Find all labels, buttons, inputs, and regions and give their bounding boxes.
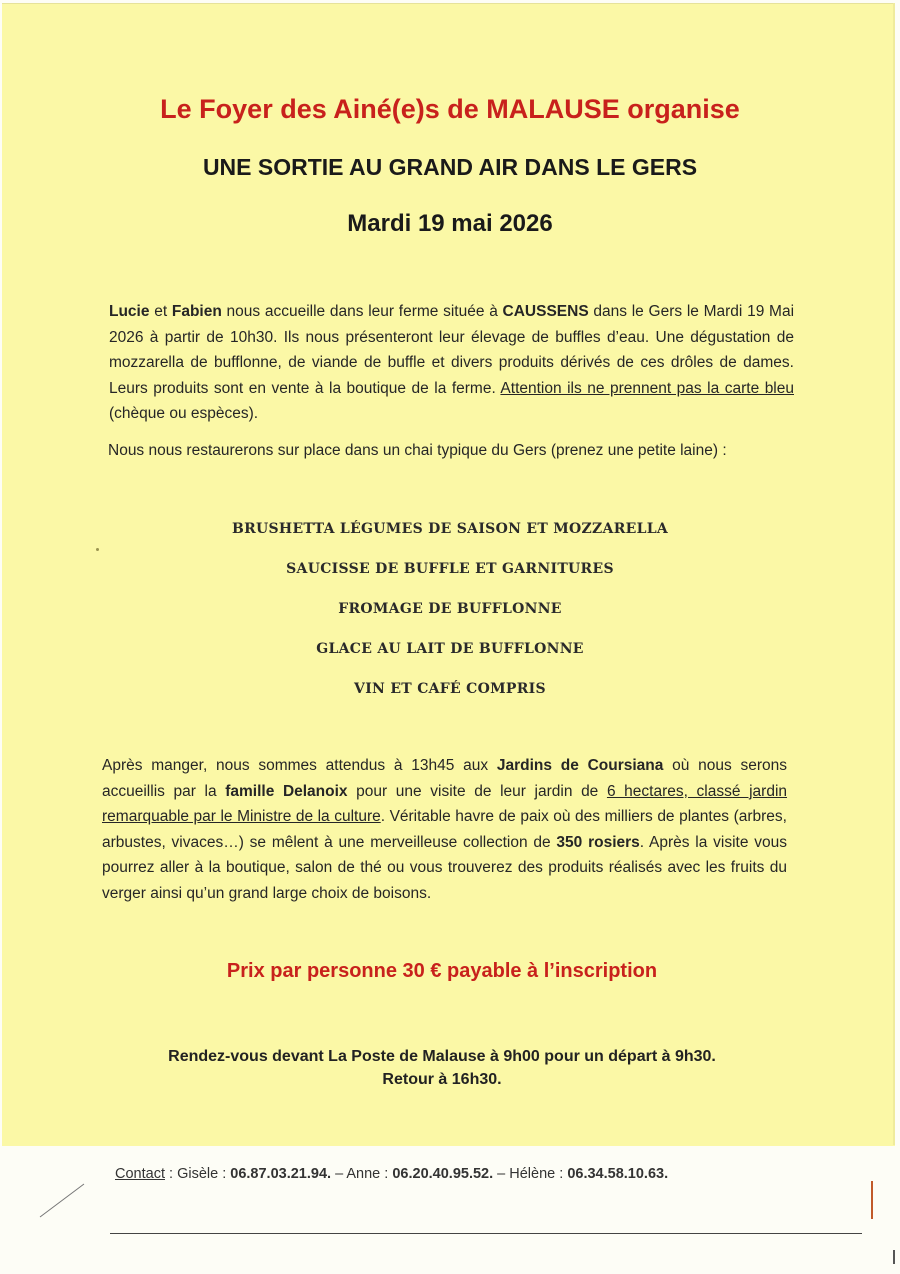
- contact-label: Contact: [115, 1166, 165, 1182]
- intro-text-3: (chèque ou espèces).: [109, 405, 259, 422]
- bottom-rule: [110, 1233, 862, 1234]
- intro-text-1: nous accueille dans leur ferme située à: [221, 303, 503, 320]
- afternoon-text-5: . Après la visite vous pourrez aller à la boutique, salon de thé ou vous trouverez des produits réalisés avec les fruits du verger ainsi qu’un grand large choix de boisons.: [102, 833, 787, 902]
- lunch-intro: Nous nous restaurerons sur place dans un chai typique du Gers (prenez une petite laine) :: [108, 442, 727, 459]
- pen-stroke-mark: [38, 1180, 88, 1220]
- garden-label: 6 hectares, classé jardin remarquable par le Ministre de la culture: [102, 782, 788, 825]
- menu-item: GLACE AU LAIT DE BUFFLONNE: [316, 641, 584, 657]
- afternoon-text-2: où nous serons accueillis par la: [102, 757, 787, 800]
- garden-name: Jardins de Coursiana: [496, 757, 664, 774]
- return-line: Retour à 16h30.: [382, 1071, 502, 1088]
- contact-line: [115, 1166, 815, 1182]
- contact-sep-3: – Hélène :: [493, 1166, 568, 1182]
- menu-item: SAUCISSE DE BUFFLE ET GARNITURES: [286, 561, 614, 577]
- contact-sep-1: : Gisèle :: [164, 1166, 231, 1182]
- payment-warning: Attention ils ne prennent pas la carte bleu: [500, 379, 794, 397]
- afternoon-text-3: pour une visite de leur jardin de: [347, 782, 607, 800]
- margin-mark: [871, 1181, 873, 1219]
- menu-item: VIN ET CAFÉ COMPRIS: [354, 681, 546, 697]
- meeting-line: Rendez-vous devant La Poste de Malause à 9h00 pour un départ à 9h30.: [168, 1048, 716, 1065]
- intro-text-2: dans le Gers le Mardi 19 Mai 2026 à partir de 10h30. Ils nous présenteront leur élevage de buffles d’eau. Une dégustation de mozzarella de bufflonne, de viande de buffle et divers produits dérivés de ces drôles de dames. Leurs produits sont en vente à la boutique de la ferme.: [109, 303, 795, 397]
- afternoon-text-4: . Véritable havre de paix où des milliers de plantes (arbres, arbustes, vivaces…) se mêlent à une merveilleuse collection de: [102, 808, 787, 851]
- flyer-subtitle: UNE SORTIE AU GRAND AIR DANS LE GERS: [202, 154, 698, 180]
- price-line: Prix par personne 30 € payable à l’inscription: [226, 960, 658, 982]
- phone-helene[interactable]: 06.34.58.10.63.: [567, 1166, 669, 1182]
- afternoon-text-1: Après manger, nous sommes attendus à 13h45 aux: [102, 757, 497, 774]
- margin-mark: [893, 1250, 895, 1264]
- intro-text-and: et: [149, 303, 172, 320]
- host-name-2: Fabien: [171, 303, 222, 320]
- host-name-1: Lucie: [109, 303, 150, 320]
- phone-anne[interactable]: 06.20.40.95.52.: [392, 1166, 494, 1182]
- lunch-menu: [0, 517, 900, 717]
- menu-item: FROMAGE DE BUFFLONNE: [338, 601, 562, 617]
- flyer-title: Le Foyer des Ainé(e)s de MALAUSE organise: [160, 94, 740, 124]
- rose-count: 350 rosiers: [556, 833, 640, 851]
- farm-location: CAUSSENS: [502, 303, 589, 320]
- phone-gisele[interactable]: 06.87.03.21.94.: [230, 1166, 332, 1182]
- meeting-info: [0, 1045, 884, 1091]
- afternoon-paragraph: [102, 753, 787, 906]
- event-date: Mardi 19 mai 2026: [347, 210, 553, 237]
- contact-sep-2: – Anne :: [331, 1166, 393, 1182]
- host-family: famille Delanoix: [225, 782, 348, 800]
- intro-paragraph: [109, 299, 794, 427]
- menu-item: BRUSHETTA LÉGUMES DE SAISON ET MOZZARELLA: [231, 521, 669, 537]
